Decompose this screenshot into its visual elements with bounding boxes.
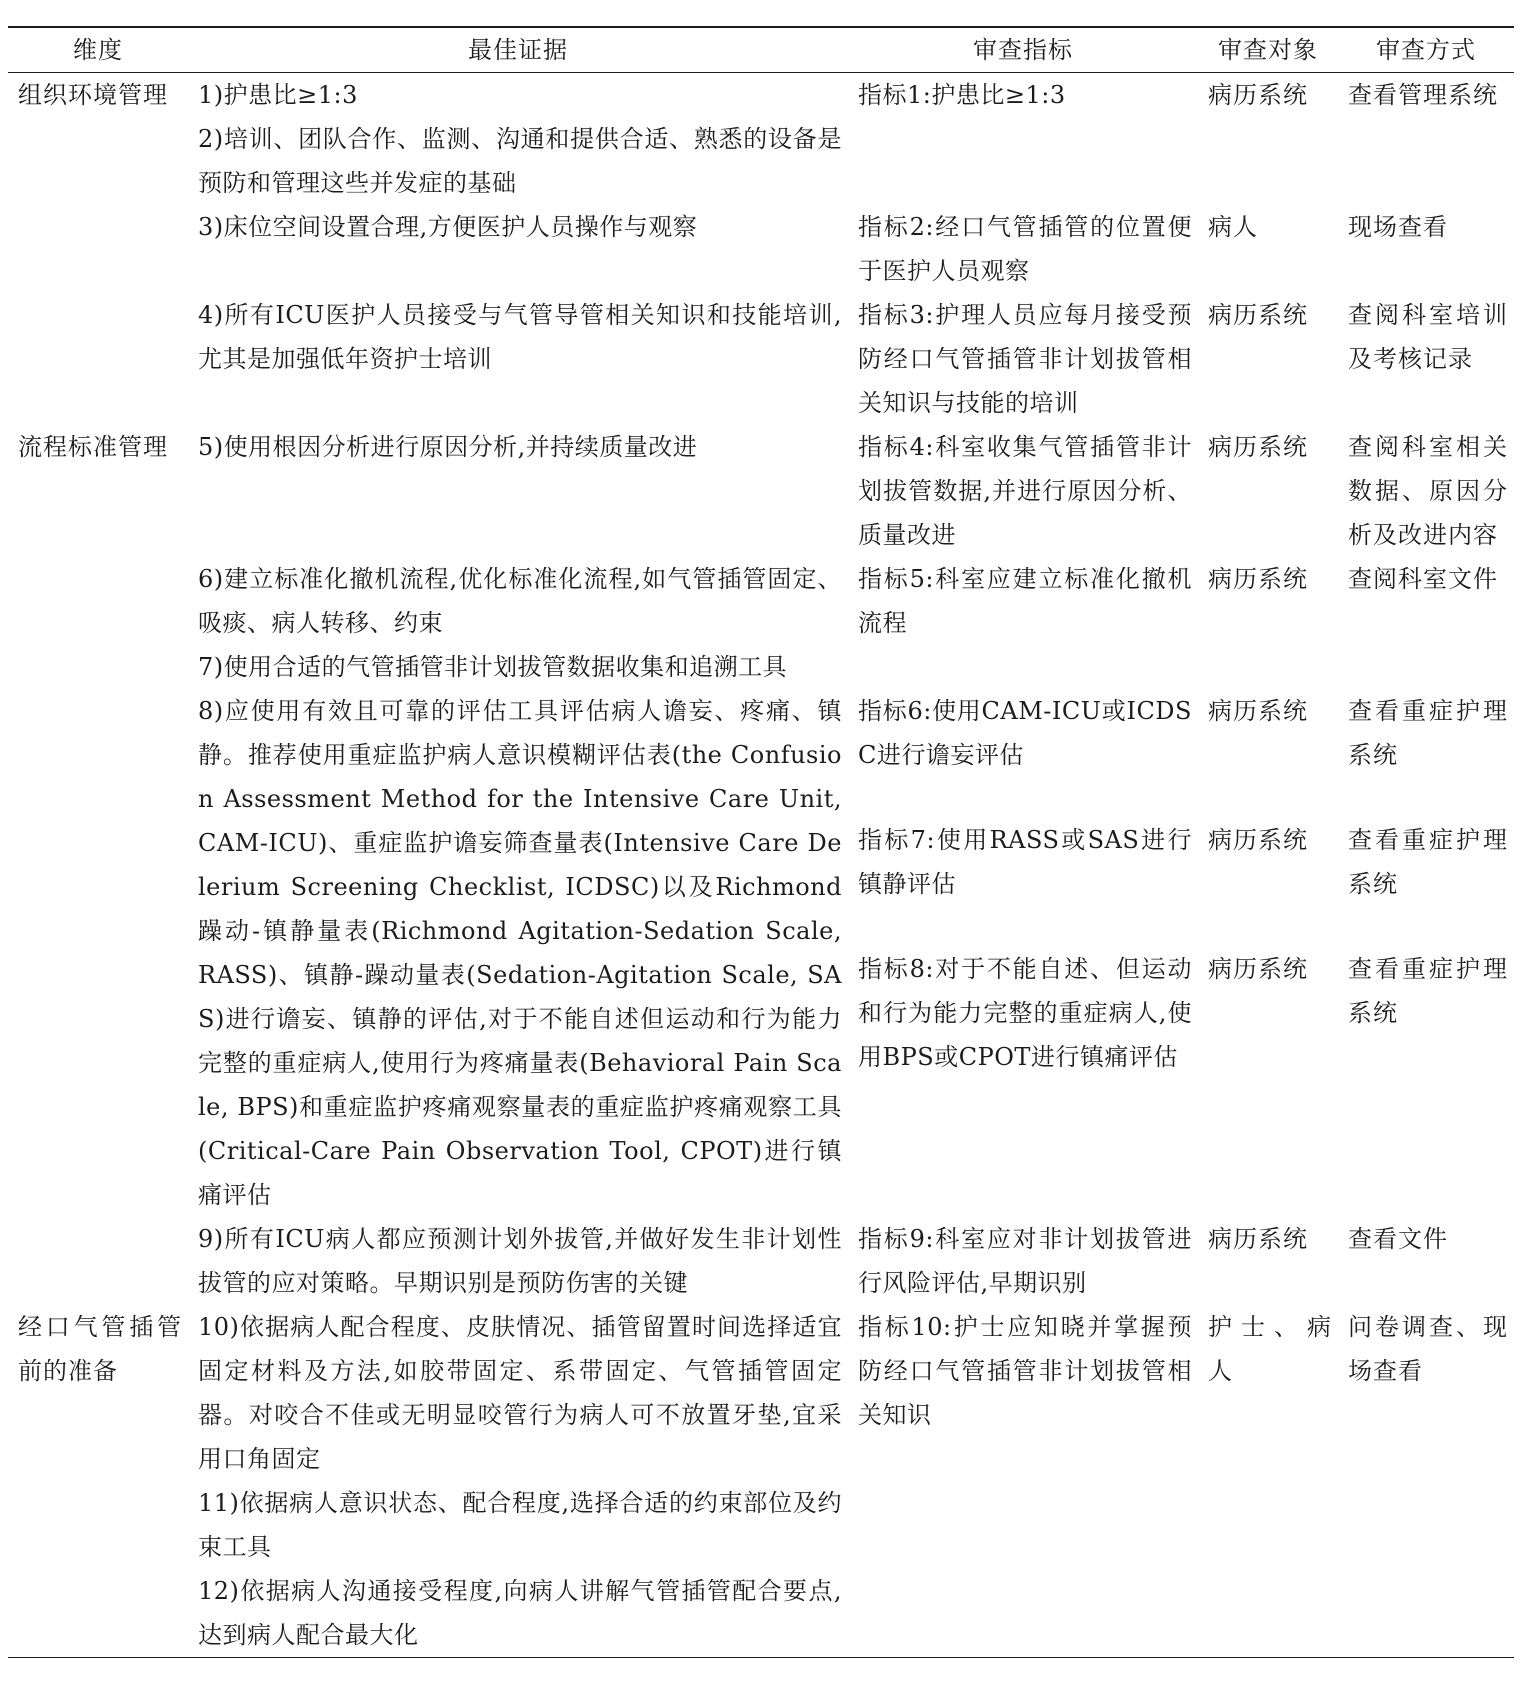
cell-dimension (8, 117, 188, 205)
table-row (8, 1569, 1514, 1658)
cell-object (1198, 689, 1338, 818)
cell-indicator (848, 645, 1198, 689)
cell-indicator (848, 557, 1198, 645)
cell-evidence (188, 557, 848, 645)
cell-evidence (188, 425, 848, 557)
object-text: 病历系统 (1208, 955, 1308, 983)
cell-method (1338, 73, 1514, 118)
method-text: 现场查看 (1348, 213, 1448, 241)
object-text: 病人 (1208, 213, 1258, 241)
cell-indicator (848, 1217, 1198, 1305)
evidence-text: 6)建立标准化撤机流程,优化标准化流程,如气管插管固定、吸痰、病人转移、约束 (198, 565, 842, 637)
cell-indicator (848, 1481, 1198, 1569)
cell-indicator (848, 689, 1198, 818)
method-text: 查阅科室相关数据、原因分析及改进内容 (1348, 433, 1508, 549)
object-text: 病历系统 (1208, 697, 1308, 725)
cell-object (1198, 645, 1338, 689)
cell-evidence (188, 1217, 848, 1305)
evidence-text: 10)依据病人配合程度、皮肤情况、插管留置时间选择适宜固定材料及方法,如胶带固定、系带固定、气管插管固定器。对咬合不佳或无明显咬管行为病人可不放置牙垫,宜采用口角固定 (198, 1313, 842, 1473)
cell-object (1198, 1305, 1338, 1481)
table-row (8, 689, 1514, 818)
cell-dimension (8, 645, 188, 689)
cell-object (1198, 1217, 1338, 1305)
indicator-text: 指标3:护理人员应每月接受预防经口气管插管非计划拔管相关知识与技能的培训 (858, 301, 1192, 417)
indicator-text: 指标6:使用CAM-ICU或ICDSC进行谵妄评估 (858, 697, 1192, 769)
object-text: 病历系统 (1208, 81, 1308, 109)
dimension-text: 流程标准管理 (18, 433, 168, 461)
cell-evidence (188, 645, 848, 689)
object-text: 护士、病人 (1208, 1313, 1332, 1385)
evidence-table (8, 26, 1514, 1658)
cell-object (1198, 557, 1338, 645)
indicator-text: 指标8:对于不能自述、但运动和行为能力完整的重症病人,使用BPS或CPOT进行镇痛评估 (858, 955, 1192, 1071)
table-row (8, 1217, 1514, 1305)
indicator-text: 指标5:科室应建立标准化撤机流程 (858, 565, 1192, 637)
evidence-text: 7)使用合适的气管插管非计划拔管数据收集和追溯工具 (198, 653, 788, 681)
cell-object (1198, 1569, 1338, 1658)
cell-method (1338, 1217, 1514, 1305)
evidence-text: 1)护患比≥1:3 (198, 81, 358, 109)
object-text: 病历系统 (1208, 565, 1308, 593)
indicator-text: 指标1:护患比≥1:3 (858, 81, 1066, 109)
cell-indicator (848, 818, 1198, 947)
object-text: 病历系统 (1208, 826, 1308, 854)
table-header-row (8, 27, 1514, 73)
cell-object (1198, 73, 1338, 118)
cell-object (1198, 425, 1338, 557)
cell-method (1338, 947, 1514, 1217)
cell-dimension (8, 73, 188, 118)
header-evidence: 最佳证据 (188, 27, 848, 73)
cell-indicator (848, 947, 1198, 1217)
object-text: 病历系统 (1208, 301, 1308, 329)
cell-evidence (188, 117, 848, 205)
cell-method (1338, 689, 1514, 818)
cell-indicator (848, 425, 1198, 557)
cell-indicator (848, 117, 1198, 205)
cell-method (1338, 425, 1514, 557)
cell-indicator (848, 1305, 1198, 1481)
table-row (8, 293, 1514, 425)
dimension-text: 经口气管插管前的准备 (18, 1313, 182, 1385)
table-caption-clipped (0, 0, 1524, 22)
cell-dimension (8, 425, 188, 557)
evidence-text: 11)依据病人意识状态、配合程度,选择合适的约束部位及约束工具 (198, 1489, 842, 1561)
cell-method (1338, 1305, 1514, 1481)
header-object: 审查对象 (1198, 27, 1338, 73)
method-text: 查阅科室文件 (1348, 565, 1498, 593)
evidence-text: 3)床位空间设置合理,方便医护人员操作与观察 (198, 213, 698, 241)
cell-dimension (8, 205, 188, 293)
header-indicator: 审查指标 (848, 27, 1198, 73)
header-method: 审查方式 (1338, 27, 1514, 73)
evidence-text: 9)所有ICU病人都应预测计划外拔管,并做好发生非计划性拔管的应对策略。早期识别是预防伤害的关键 (198, 1225, 842, 1297)
cell-object (1198, 1481, 1338, 1569)
method-text: 查看文件 (1348, 1225, 1448, 1253)
cell-evidence (188, 1305, 848, 1481)
cell-evidence (188, 293, 848, 425)
cell-indicator (848, 73, 1198, 118)
method-text: 查看重症护理系统 (1348, 826, 1508, 898)
header-dimension: 维度 (8, 27, 188, 73)
cell-indicator (848, 293, 1198, 425)
cell-object (1198, 818, 1338, 947)
method-text: 查看重症护理系统 (1348, 697, 1508, 769)
cell-method (1338, 1481, 1514, 1569)
cell-indicator (848, 1569, 1198, 1658)
object-text: 病历系统 (1208, 433, 1308, 461)
cell-method (1338, 645, 1514, 689)
method-text: 查看管理系统 (1348, 81, 1498, 109)
cell-dimension (8, 557, 188, 645)
cell-method (1338, 117, 1514, 205)
table-row (8, 1305, 1514, 1481)
evidence-text: 8)应使用有效且可靠的评估工具评估病人谵妄、疼痛、镇静。推荐使用重症监护病人意识模糊评估表(the Confusion Assessment Method for the Intensive Care Unit, CAM-ICU)、重症监护谵妄筛查量表(Intensive Care Delerium Screening Checklist, ICDSC)以及Richmond躁动-镇静量表(Richmond Agitation-Sedation Scale, RASS)、镇静-躁动量表(Sedation-Agitation Scale, SAS)进行谵妄、镇静的评估,对于不能自述但运动和行为能力完整的重症病人,使用行为疼痛量表(Behavioral Pain Scale, BPS)和重症监护疼痛观察量表的重症监护疼痛观察工具(Critical-Care Pain Observation Tool, CPOT)进行镇痛评估 (198, 697, 842, 1209)
table-row (8, 1481, 1514, 1569)
indicator-text: 指标2:经口气管插管的位置便于医护人员观察 (858, 213, 1192, 285)
indicator-text: 指标4:科室收集气管插管非计划拔管数据,并进行原因分析、质量改进 (858, 433, 1192, 549)
cell-evidence (188, 73, 848, 118)
table-row (8, 645, 1514, 689)
cell-dimension (8, 1217, 188, 1305)
method-text: 问卷调查、现场查看 (1348, 1313, 1508, 1385)
evidence-table-container (8, 26, 1514, 1658)
table-row (8, 205, 1514, 293)
table-row (8, 425, 1514, 557)
cell-dimension (8, 293, 188, 425)
table-row (8, 117, 1514, 205)
method-text: 查看重症护理系统 (1348, 955, 1508, 1027)
cell-evidence (188, 689, 848, 1217)
cell-object (1198, 947, 1338, 1217)
indicator-text: 指标7:使用RASS或SAS进行镇静评估 (858, 826, 1192, 898)
indicator-text: 指标10:护士应知晓并掌握预防经口气管插管非计划拔管相关知识 (858, 1313, 1192, 1429)
cell-evidence (188, 1569, 848, 1658)
cell-method (1338, 1569, 1514, 1658)
cell-object (1198, 117, 1338, 205)
cell-method (1338, 293, 1514, 425)
object-text: 病历系统 (1208, 1225, 1308, 1253)
evidence-text: 2)培训、团队合作、监测、沟通和提供合适、熟悉的设备是预防和管理这些并发症的基础 (198, 125, 842, 197)
cell-object (1198, 205, 1338, 293)
table-row (8, 73, 1514, 118)
evidence-text: 12)依据病人沟通接受程度,向病人讲解气管插管配合要点,达到病人配合最大化 (198, 1577, 842, 1649)
table-row (8, 557, 1514, 645)
cell-dimension (8, 1569, 188, 1658)
method-text: 查阅科室培训及考核记录 (1348, 301, 1508, 373)
cell-evidence (188, 1481, 848, 1569)
cell-method (1338, 557, 1514, 645)
cell-dimension (8, 689, 188, 1217)
cell-object (1198, 293, 1338, 425)
indicator-text: 指标9:科室应对非计划拔管进行风险评估,早期识别 (858, 1225, 1192, 1297)
cell-method (1338, 818, 1514, 947)
cell-indicator (848, 205, 1198, 293)
cell-method (1338, 205, 1514, 293)
cell-evidence (188, 205, 848, 293)
cell-dimension (8, 1305, 188, 1481)
dimension-text: 组织环境管理 (18, 81, 168, 109)
evidence-text: 5)使用根因分析进行原因分析,并持续质量改进 (198, 433, 698, 461)
evidence-text: 4)所有ICU医护人员接受与气管导管相关知识和技能培训,尤其是加强低年资护士培训 (198, 301, 842, 373)
cell-dimension (8, 1481, 188, 1569)
